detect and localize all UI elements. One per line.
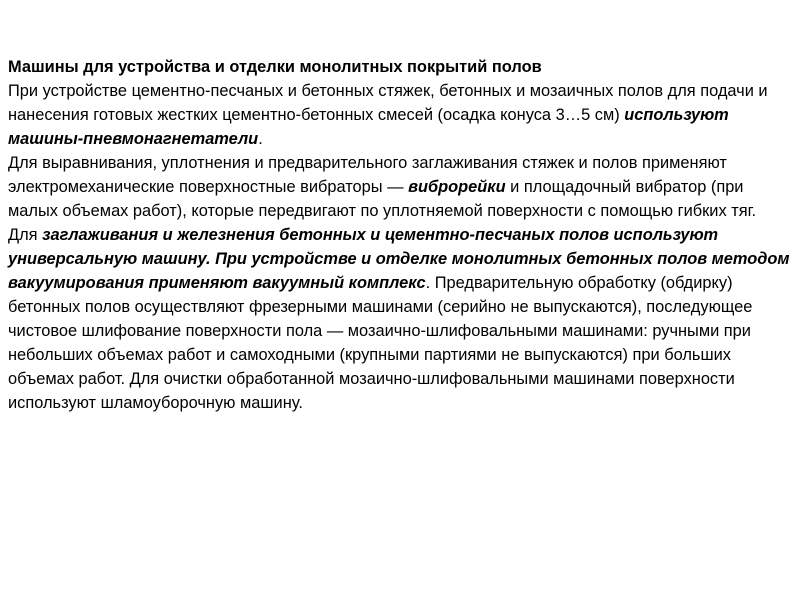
paragraph-text: Для выравнивания, уплотнения и предварительного заглаживания стяжек и полов применяют электромеханические поверхностные вибраторы — [8,154,727,196]
emphasis-pneumatic-machines: используют машины-пневмонагнетатели [8,106,729,148]
paragraph-finishing-machines [8,223,793,415]
emphasis-vibrating-screeds: виброрейки [408,178,506,196]
emphasis-universal-machine: заглаживания и железнения бетонных и цементно-песчаных полов используют универсальную машину. При устройстве и отделке монолитных бетонных полов методом вакуумирования применяют вакуумный комплекс [8,226,790,292]
slide-text-block [8,55,793,415]
slide-title: Машины для устройства и отделки монолитных покрытий полов [8,58,542,76]
paragraph-text-continued: и площадочный вибратор (при малых объемах работ), которые передвигают по уплотняемой поверхности с помощью гибких тяг. [8,178,757,220]
paragraph-end: . [258,130,263,148]
paragraph-text-continued: . Предварительную обработку (обдирку) бетонных полов осуществляют фрезерными машинами (серийно не выпускаются), последующее чистовое шлифование поверхности пола — мозаично-шлифовальными машинами: ручными при небольших объемах работ и самоходными (крупными партиями не выпускаются) при больших объемах работ. Для очистки обработанной мозаично-шлифовальными машинами поверхности используют шламоуборочную машину. [8,274,753,412]
paragraph-vibrators [8,151,793,223]
paragraph-text: При устройстве цементно-песчаных и бетонных стяжек, бетонных и мозаичных полов для подачи и нанесения готовых жестких цементно-бетонных смесей (осадка конуса 3…5 см) [8,82,768,124]
paragraph-text: Для [8,226,43,244]
paragraph-pneumatic-machines [8,79,793,151]
